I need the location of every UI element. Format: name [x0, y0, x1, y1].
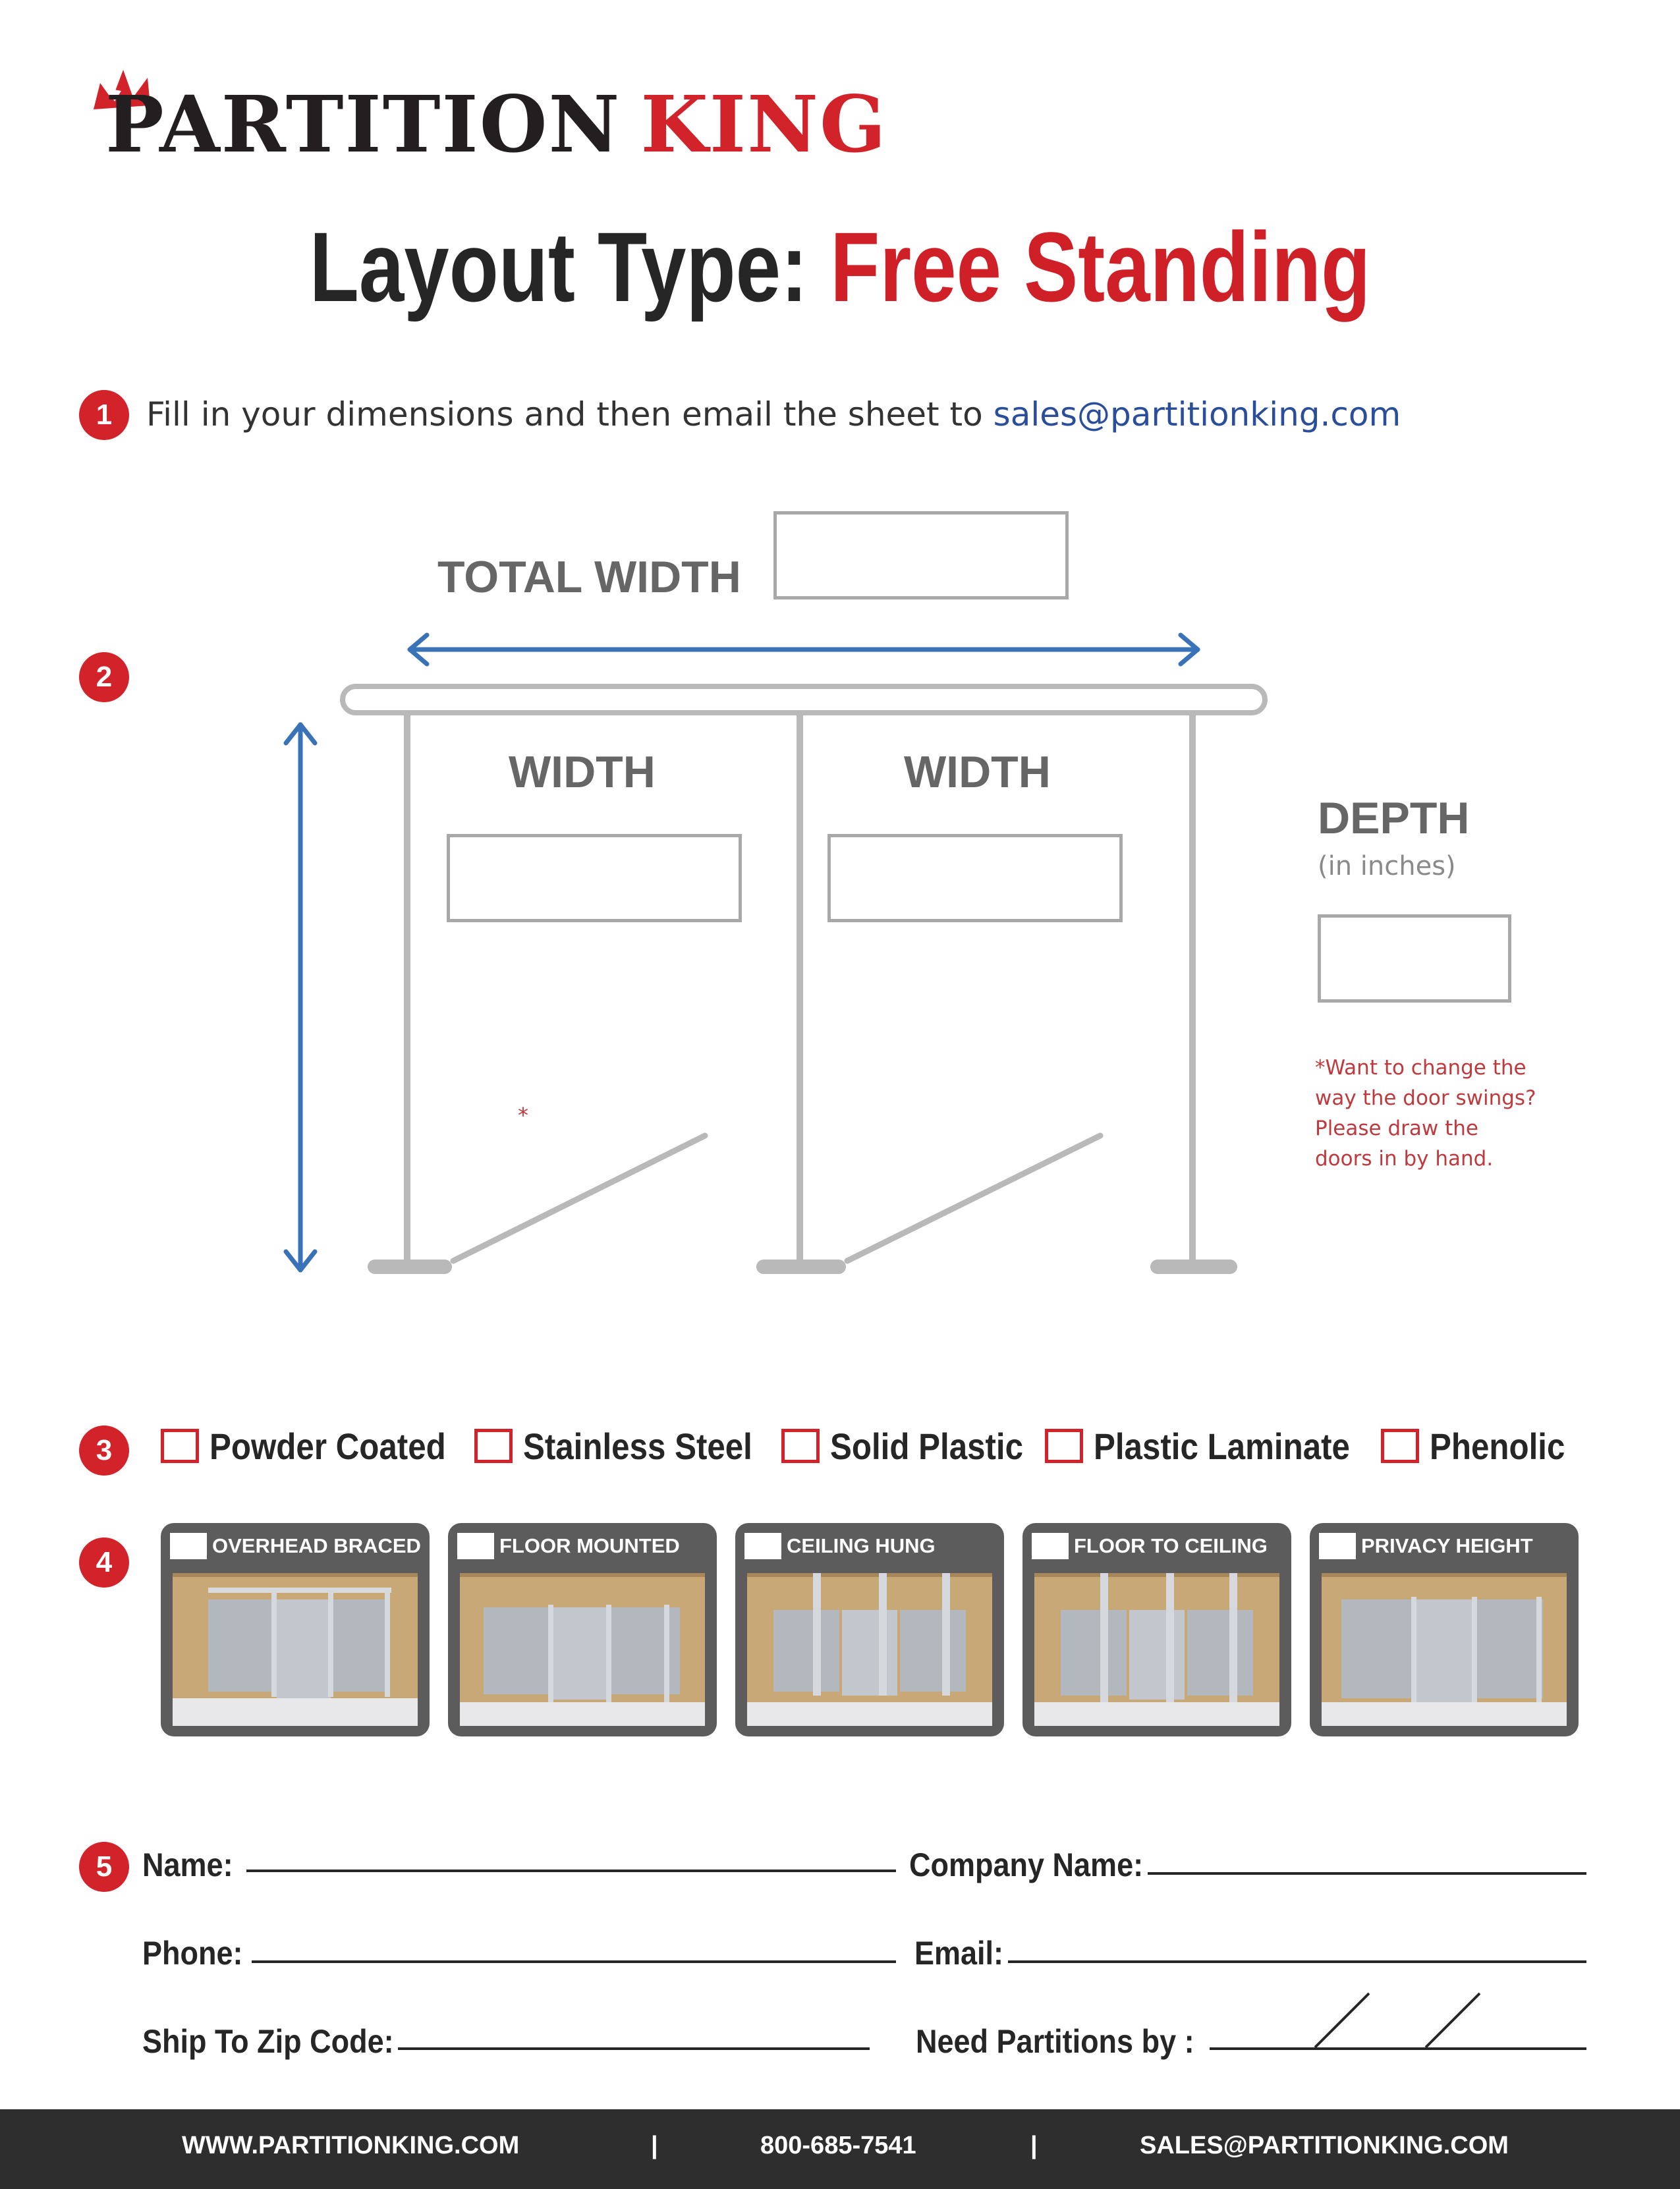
overhead-braced-image — [173, 1573, 418, 1726]
mount-card-overhead-braced[interactable] — [161, 1523, 430, 1736]
width-input-2[interactable] — [827, 834, 1123, 922]
depth-input[interactable] — [1318, 914, 1511, 1003]
name-label: Name: — [142, 1846, 233, 1883]
mount-card-privacy-height[interactable] — [1310, 1523, 1579, 1736]
email-field[interactable] — [1008, 1960, 1586, 1963]
footer-separator: | — [651, 2132, 658, 2159]
company-label: Company Name: — [909, 1846, 1144, 1883]
privacy-height-image — [1322, 1573, 1567, 1726]
height-arrow — [286, 725, 315, 1270]
checkbox[interactable] — [457, 1533, 494, 1559]
mount-card-ceiling-hung[interactable] — [735, 1523, 1004, 1736]
email-label: Email: — [914, 1935, 1004, 1972]
door-asterisk: * — [518, 1103, 528, 1128]
total-width-label: TOTAL WIDTH — [437, 552, 741, 602]
material-label: Powder Coated — [210, 1425, 446, 1467]
footer-email-link[interactable]: SALES@PARTITIONKING.COM — [1140, 2132, 1509, 2159]
mount-label: PRIVACY HEIGHT — [1361, 1534, 1533, 1557]
mount-label: CEILING HUNG — [787, 1534, 936, 1557]
material-option-plastic-laminate[interactable] — [1045, 1423, 1385, 1469]
floor-to-ceiling-image — [1034, 1573, 1279, 1726]
width-input-1[interactable] — [447, 834, 742, 922]
step-2-badge: 2 — [79, 652, 129, 702]
zip-label: Ship To Zip Code: — [142, 2023, 394, 2060]
width-label-1: WIDTH — [509, 747, 656, 797]
pilaster-feet — [368, 1260, 1237, 1274]
checkbox[interactable] — [1381, 1429, 1419, 1463]
mount-card-floor-mounted[interactable] — [448, 1523, 717, 1736]
floor-mounted-image — [460, 1573, 705, 1726]
mount-label: FLOOR TO CEILING — [1074, 1534, 1268, 1557]
material-label: Solid Plastic — [830, 1425, 1024, 1467]
ceiling-hung-image — [747, 1573, 992, 1726]
material-option-phenolic[interactable] — [1381, 1423, 1583, 1469]
note-line: *Want to change the — [1315, 1056, 1526, 1080]
note-line: way the door swings? — [1315, 1086, 1536, 1110]
material-option-powder-coated[interactable] — [161, 1423, 478, 1469]
phone-label: Phone: — [142, 1935, 243, 1972]
note-line: doors in by hand. — [1315, 1147, 1494, 1171]
mount-label: OVERHEAD BRACED — [212, 1534, 421, 1557]
footer-separator: | — [1030, 2132, 1038, 2159]
step-4-badge: 4 — [79, 1538, 129, 1588]
brand-word-partition: PARTITION — [105, 78, 621, 170]
title-prefix: Layout Type: — [309, 211, 808, 322]
note-line: Please draw the — [1315, 1117, 1478, 1140]
depth-label: DEPTH — [1318, 793, 1470, 843]
step-3-badge: 3 — [79, 1426, 129, 1476]
material-label: Phenolic — [1430, 1425, 1565, 1467]
name-field[interactable] — [246, 1870, 896, 1872]
phone-field[interactable] — [252, 1960, 896, 1963]
footer-phone[interactable]: 800-685-7541 — [760, 2132, 916, 2159]
material-label: Plastic Laminate — [1094, 1425, 1350, 1467]
door-swing-note — [1315, 1053, 1536, 1174]
depth-unit-label: (in inches) — [1318, 851, 1456, 881]
material-option-stainless-steel[interactable] — [474, 1423, 783, 1469]
headrail — [343, 686, 1265, 713]
material-option-solid-plastic[interactable] — [781, 1423, 1050, 1469]
brand-word-king: KING — [640, 78, 887, 170]
footer-website-link[interactable]: WWW.PARTITIONKING.COM — [182, 2132, 520, 2159]
checkbox[interactable] — [1032, 1533, 1069, 1559]
mount-label: FLOOR MOUNTED — [499, 1534, 680, 1557]
checkbox[interactable] — [161, 1429, 199, 1463]
instruction-body: Fill in your dimensions and then email the sheet to — [146, 395, 983, 433]
company-field[interactable] — [1148, 1872, 1586, 1875]
title-value: Free Standing — [830, 211, 1371, 322]
zip-field[interactable] — [398, 2047, 870, 2050]
checkbox[interactable] — [781, 1429, 820, 1463]
checkbox[interactable] — [1319, 1533, 1356, 1559]
checkbox[interactable] — [170, 1533, 207, 1559]
instruction-email-link[interactable]: sales@partitionking.com — [993, 395, 1401, 433]
step-5-badge: 5 — [79, 1842, 129, 1892]
mount-card-floor-to-ceiling[interactable] — [1022, 1523, 1291, 1736]
checkbox[interactable] — [1045, 1429, 1083, 1463]
checkbox[interactable] — [474, 1429, 513, 1463]
need-by-label: Need Partitions by : — [916, 2023, 1194, 2060]
step-1-badge: 1 — [79, 390, 129, 440]
material-label: Stainless Steel — [523, 1425, 752, 1467]
width-label-2: WIDTH — [904, 747, 1051, 797]
door-swings — [453, 1136, 1100, 1261]
checkbox[interactable] — [744, 1533, 781, 1559]
total-width-arrow — [410, 635, 1198, 664]
date-separator-slashes — [1304, 1989, 1489, 2055]
